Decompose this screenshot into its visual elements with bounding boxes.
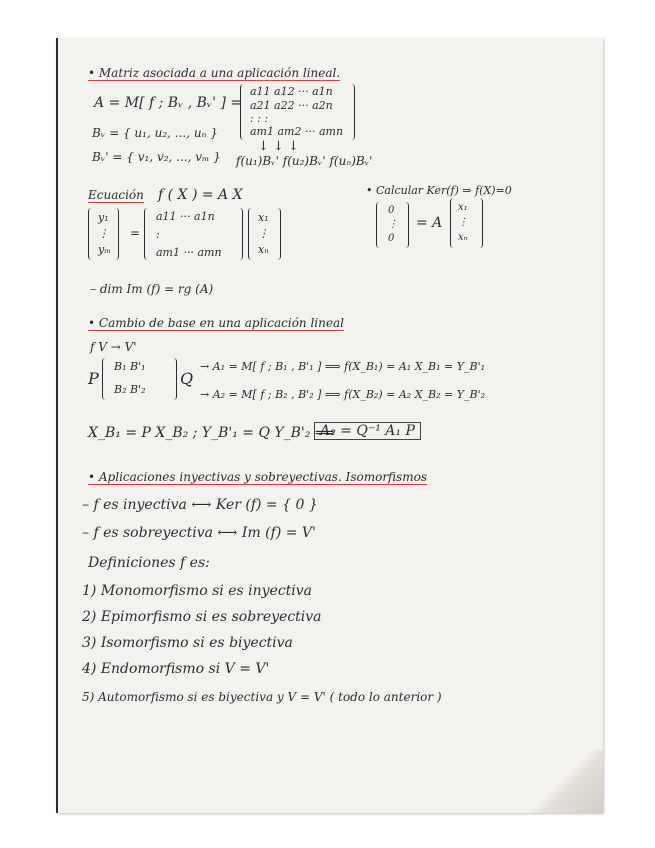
equals-a: = A (416, 215, 443, 231)
y-vec-right-paren (112, 208, 119, 260)
section-title-aplicaciones: • Aplicaciones inyectivas y sobreyectivas. Isomorfismos (88, 470, 427, 484)
notebook-page (56, 38, 603, 813)
a-matrix-row-1: a11 ··· a1n (156, 210, 215, 223)
y-vec-left-paren (88, 208, 95, 260)
definitions-title: Definiciones f es: (88, 555, 210, 571)
down-arrows: ↓ ↓ ↓ (258, 139, 299, 154)
matrix-definition: A = M[ f ; Bᵥ , Bᵥ' ] = (94, 95, 243, 111)
section-title-cambio-base: • Cambio de base en una aplicación lineal (88, 316, 344, 330)
map-v-to-vprime: f V → V' (90, 340, 137, 354)
a-matrix-right-paren (236, 208, 243, 260)
x-vec-right-paren (274, 208, 281, 260)
xn-vec-left-paren (450, 198, 457, 248)
column-images: f(u₁)Bᵥ' f(u₂)Bᵥ' f(uₙ)Bᵥ' (236, 154, 373, 168)
x-vec-left-paren (248, 208, 255, 260)
bases-right-paren (170, 358, 177, 400)
ker-calculation: • Calcular Ker(f) ⇒ f(X)=0 (366, 184, 512, 197)
coordinate-relations: X_B₁ = P X_B₂ ; Y_B'₁ = Q Y_B'₂ ⟹ (88, 425, 335, 441)
zero-vec-right-paren (402, 202, 409, 248)
matrix-q: Q (180, 369, 194, 388)
def-monomorfismo: 1) Monomorfismo si es inyectiva (82, 583, 313, 599)
def-automorfismo: 5) Automorfismo si es biyectiva y V = V' ( todo lo anterior ) (82, 690, 442, 704)
matrix-right-paren (348, 84, 355, 140)
section-title-matriz-asociada: • Matriz asociada a una aplicación lineal. (88, 66, 341, 80)
def-endomorfismo: 4) Endomorfismo si V = V' (82, 661, 270, 677)
matrix-left-paren (240, 84, 247, 140)
matrix-row-2: a21 a22 ··· a2n (250, 99, 333, 112)
page-curl (519, 749, 603, 813)
matrix-row-3: : : : (250, 112, 269, 125)
change-basis-a2: → A₂ = M[ f ; B₂ , B'₂ ] ⟹ f(X_B₂) = A₂ X_B₂ = Y_B'₂ (200, 388, 486, 401)
dim-rank-rule: – dim Im (f) = rg (A) (90, 282, 214, 296)
basis-bv-prime: Bᵥ' = { v₁, v₂, ..., vₘ } (92, 150, 221, 164)
bases-row-2: B₂ B'₂ (114, 383, 146, 396)
equation-fx-ax: f ( X ) = A X (158, 187, 243, 203)
surjective-rule: – f es sobreyectiva ⟷ Im (f) = V' (82, 525, 316, 541)
y-vector: y₁ ⋮ yₘ (98, 211, 111, 256)
xn-vector: x₁ ⋮ xₙ (458, 202, 468, 243)
label-ecuacion: Ecuación (88, 188, 144, 202)
change-basis-a1: → A₁ = M[ f ; B₁ , B'₁ ] ⟹ f(X_B₁) = A₁ X_B₁ = Y_B'₁ (200, 360, 486, 373)
injective-rule: – f es inyectiva ⟷ Ker (f) = { 0 } (82, 497, 318, 513)
bases-left-paren (102, 358, 109, 400)
def-isomorfismo: 3) Isomorfismo si es biyectiva (82, 635, 293, 651)
boxed-result: A₂ = Q⁻¹ A₁ P (314, 422, 421, 440)
matrix-p: P (88, 369, 99, 388)
def-epimorfismo: 2) Epimorfismo si es sobreyectiva (82, 609, 322, 625)
zero-vec-left-paren (376, 202, 383, 248)
a-matrix-left-paren (144, 208, 151, 260)
zero-vector: 0 ⋮ 0 (388, 205, 398, 244)
bases-row-1: B₁ B'₁ (114, 360, 146, 373)
basis-bv: Bᵥ = { u₁, u₂, ..., uₙ } (92, 126, 218, 140)
matrix-row-1: a11 a12 ··· a1n (250, 85, 333, 98)
x-vector: x₁ ⋮ xₙ (258, 211, 269, 256)
a-matrix-row-2: : (156, 228, 160, 241)
xn-vec-right-paren (476, 198, 483, 248)
a-matrix-row-3: am1 ··· amn (156, 246, 222, 259)
matrix-row-4: am1 am2 ··· amn (250, 125, 344, 138)
equals-sign: = (130, 226, 141, 240)
